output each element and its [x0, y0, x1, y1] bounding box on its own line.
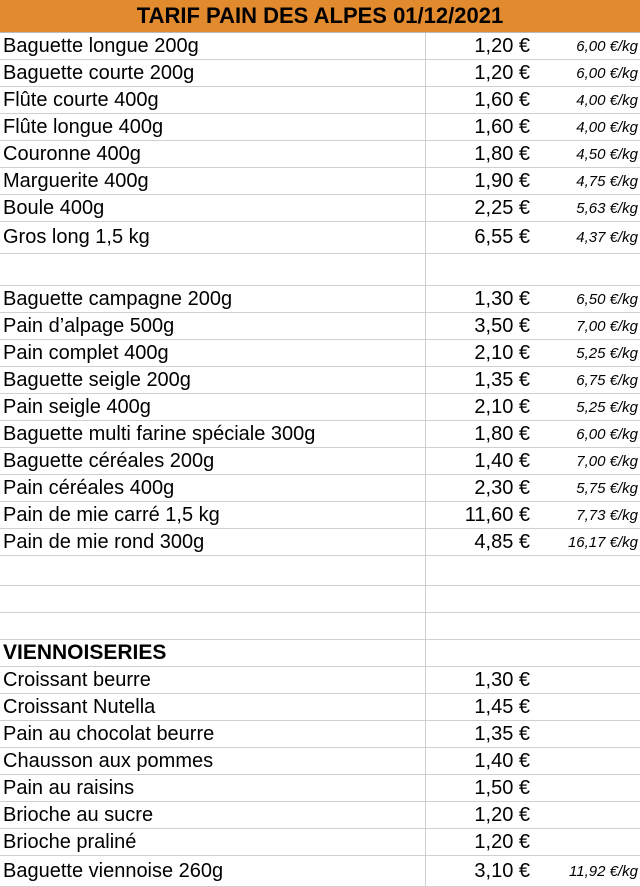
product-name: Baguette campagne 200g: [3, 287, 233, 310]
price-per-kg: 16,17 €/kg: [567, 533, 638, 551]
product-row: [0, 60, 640, 87]
product-price: 1,35 €: [425, 721, 535, 747]
product-name: Croissant Nutella: [3, 695, 156, 718]
product-row: [0, 667, 640, 694]
product-name: Pain seigle 400g: [3, 395, 151, 418]
product-name: Flûte longue 400g: [3, 115, 164, 138]
product-price: 2,30 €: [425, 475, 535, 501]
empty-row: [0, 586, 640, 613]
price-per-kg: 11,92 €/kg: [569, 862, 638, 880]
product-row: [0, 340, 640, 367]
product-row: [0, 394, 640, 421]
product-name: Pain de mie carré 1,5 kg: [3, 503, 220, 526]
product-price: [425, 640, 535, 666]
product-price: [425, 586, 535, 612]
product-row: [0, 748, 640, 775]
product-price: 1,80 €: [425, 141, 535, 167]
product-row: [0, 502, 640, 529]
product-row: [0, 286, 640, 313]
price-per-kg: 6,00 €/kg: [576, 425, 638, 443]
product-name: Baguette céréales 200g: [3, 449, 215, 472]
product-row: [0, 33, 640, 60]
product-name: [0, 586, 425, 612]
product-row: [0, 168, 640, 195]
product-name: Gros long 1,5 kg: [3, 226, 150, 248]
product-price: 1,35 €: [425, 367, 535, 393]
product-name: Brioche au sucre: [3, 803, 154, 826]
product-row: [0, 195, 640, 222]
price-per-kg: [535, 667, 640, 693]
price-per-kg: [535, 748, 640, 774]
product-price: 1,20 €: [425, 829, 535, 855]
product-row: [0, 829, 640, 856]
price-per-kg: [535, 775, 640, 801]
product-name: Baguette seigle 200g: [3, 368, 191, 391]
price-per-kg: [535, 586, 640, 612]
product-name: Pain céréales 400g: [3, 476, 175, 499]
product-name: Chausson aux pommes: [3, 749, 214, 772]
price-per-kg: [535, 694, 640, 720]
price-per-kg: 4,75 €/kg: [576, 172, 638, 190]
price-per-kg: [535, 254, 640, 285]
price-per-kg: 5,63 €/kg: [576, 199, 638, 217]
product-row: [0, 775, 640, 802]
price-per-kg: [535, 640, 640, 666]
product-price: 1,45 €: [425, 694, 535, 720]
product-name: Baguette courte 200g: [3, 61, 195, 84]
product-name: Baguette multi farine spéciale 300g: [3, 422, 316, 445]
empty-row: [0, 613, 640, 640]
product-name: [0, 556, 425, 585]
product-row: [0, 421, 640, 448]
product-price: 1,60 €: [425, 114, 535, 140]
product-name: Baguette viennoise 260g: [3, 859, 224, 882]
product-row: [0, 141, 640, 168]
product-price: 6,55 €: [425, 222, 535, 253]
product-price: [425, 613, 535, 639]
product-price: 1,30 €: [425, 286, 535, 312]
product-row: [0, 475, 640, 502]
product-row: [0, 529, 640, 556]
product-row: [0, 448, 640, 475]
product-row: [0, 721, 640, 748]
price-per-kg: 5,75 €/kg: [576, 479, 638, 497]
price-per-kg: 5,25 €/kg: [576, 344, 638, 362]
sheet-title: TARIF PAIN DES ALPES 01/12/2021: [0, 0, 640, 33]
product-price: 1,80 €: [425, 421, 535, 447]
product-name: Croissant beurre: [3, 668, 151, 691]
product-row: [0, 87, 640, 114]
product-name: [0, 254, 425, 285]
empty-row: [0, 254, 640, 286]
product-name: Pain de mie rond 300g: [3, 530, 205, 553]
product-name: Pain d’alpage 500g: [3, 314, 175, 337]
product-price: 1,90 €: [425, 168, 535, 194]
product-price: 3,50 €: [425, 313, 535, 339]
price-per-kg: 6,00 €/kg: [576, 64, 638, 82]
price-per-kg: 4,50 €/kg: [576, 145, 638, 163]
product-name: Pain au chocolat beurre: [3, 722, 215, 745]
section-title: VIENNOISERIES: [3, 641, 167, 664]
product-name: Boule 400g: [3, 196, 105, 219]
product-row: [0, 313, 640, 340]
section-header-row: [0, 640, 640, 667]
product-name: Baguette longue 200g: [3, 34, 199, 57]
product-row: [0, 856, 640, 887]
empty-row: [0, 556, 640, 586]
product-name: Pain au raisins: [3, 776, 135, 799]
product-price: 1,20 €: [425, 802, 535, 828]
price-per-kg: 4,00 €/kg: [576, 118, 638, 136]
product-price: [425, 254, 535, 285]
product-name: Marguerite 400g: [3, 169, 149, 192]
product-price: 2,10 €: [425, 340, 535, 366]
product-price: 1,40 €: [425, 448, 535, 474]
product-row: [0, 114, 640, 141]
product-price: 1,40 €: [425, 748, 535, 774]
product-price: [425, 556, 535, 585]
price-per-kg: 4,00 €/kg: [576, 91, 638, 109]
price-per-kg: [535, 613, 640, 639]
price-per-kg: 5,25 €/kg: [576, 398, 638, 416]
product-price: 11,60 €: [425, 502, 535, 528]
product-price: 1,20 €: [425, 60, 535, 86]
product-name: Brioche praliné: [3, 830, 137, 853]
price-per-kg: 7,73 €/kg: [576, 506, 638, 524]
product-price: 2,10 €: [425, 394, 535, 420]
product-name: Flûte courte 400g: [3, 88, 159, 111]
product-price: 1,20 €: [425, 33, 535, 59]
price-per-kg: [535, 829, 640, 855]
product-price: 4,85 €: [425, 529, 535, 555]
price-per-kg: [535, 556, 640, 585]
product-price: 1,30 €: [425, 667, 535, 693]
product-row: [0, 802, 640, 829]
product-price: 1,60 €: [425, 87, 535, 113]
product-name: Couronne 400g: [3, 142, 141, 165]
product-price: 2,25 €: [425, 195, 535, 221]
product-name: [0, 613, 425, 639]
product-row: [0, 367, 640, 394]
price-per-kg: 7,00 €/kg: [576, 452, 638, 470]
price-per-kg: 6,50 €/kg: [576, 290, 638, 308]
price-per-kg: [535, 802, 640, 828]
product-price: 1,50 €: [425, 775, 535, 801]
price-per-kg: [535, 721, 640, 747]
product-row: [0, 222, 640, 254]
product-price: 3,10 €: [425, 856, 535, 886]
product-name: Pain complet 400g: [3, 341, 169, 364]
price-per-kg: 6,00 €/kg: [576, 37, 638, 55]
price-per-kg: 4,37 €/kg: [576, 229, 638, 246]
price-per-kg: 7,00 €/kg: [576, 317, 638, 335]
price-per-kg: 6,75 €/kg: [576, 371, 638, 389]
product-row: [0, 694, 640, 721]
